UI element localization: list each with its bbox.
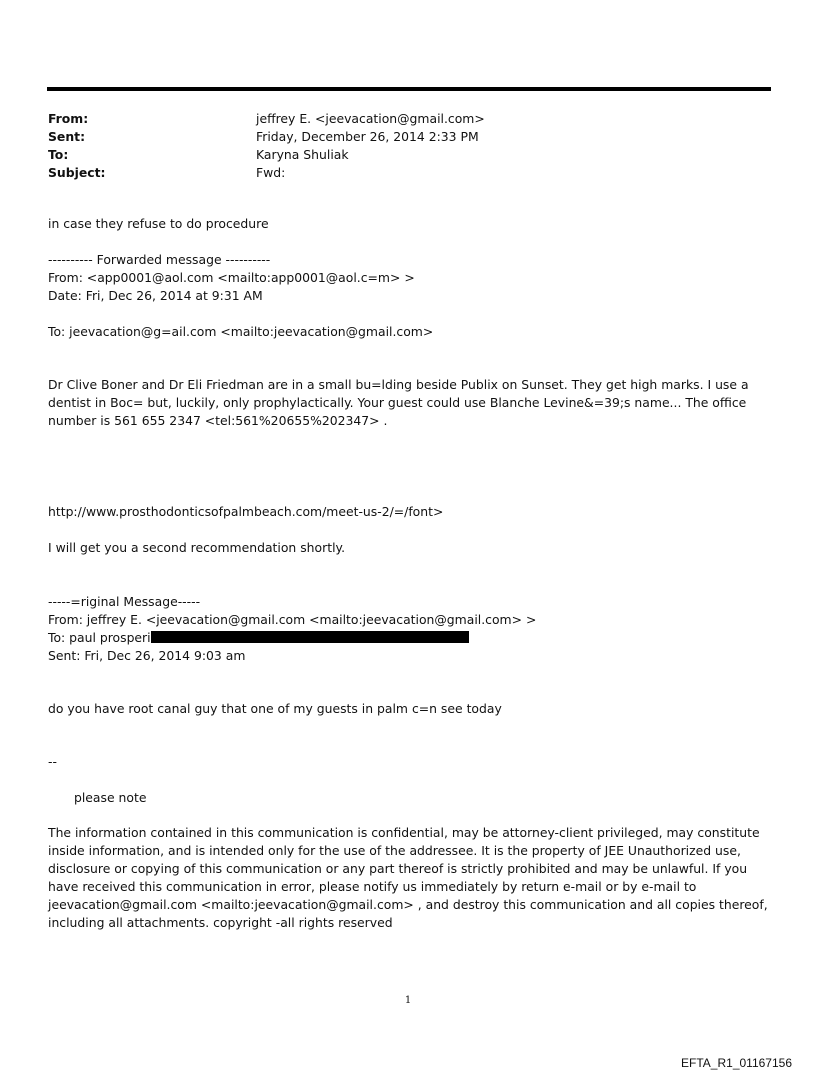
from-value: jeffrey E. <jeevacation@gmail.com> xyxy=(256,111,485,126)
to-label: To: xyxy=(48,147,69,162)
page-number: 1 xyxy=(404,995,412,1006)
bates-number: EFTA_R1_01167156 xyxy=(681,1056,792,1070)
sent-label: Sent: xyxy=(48,129,86,144)
to-value: Karyna Shuliak xyxy=(256,147,349,162)
original-to: To: paul prosperi xyxy=(48,630,151,645)
to-row xyxy=(48,146,748,164)
forwarded-marker: ---------- Forwarded message ---------- xyxy=(48,252,271,267)
header-rule xyxy=(47,87,771,91)
original-to-row xyxy=(48,629,778,647)
sent-value: Friday, December 26, 2014 2:33 PM xyxy=(256,129,479,144)
email-header xyxy=(48,110,748,182)
intro-text: in case they refuse to do procedure xyxy=(48,216,269,231)
original-message-marker: -----=riginal Message----- xyxy=(48,594,201,609)
forwarded-to: To: jeevacation@g=ail.com <mailto:jeevacation@gmail.com> xyxy=(48,324,434,339)
message-paragraph: Dr Clive Boner and Dr Eli Friedman are in a small bu=lding beside Publix on Sunset. They get high marks. I use a dentist in Boc= but, luckily, only prophylactically. Your guest could use Blanche Levine&=39;s name... The office number is 561 655 2347 <tel:561%20655%202347> . xyxy=(48,377,749,428)
forwarded-from: From: <app0001@aol.com <mailto:app0001@aol.c=m> > xyxy=(48,270,415,285)
disclaimer-text: The information contained in this communication is confidential, may be attorney-client privileged, may constitute inside information, and is intended only for the use of the addressee. It is the property of JEE Unauthorized use, disclosure or copying of this communication or any part thereof is strictly prohibited and may be unlawful. If you have received this communication in error, please notify us immediately by return e-mail or by e-mail to jeevacation@gmail.com <mailto:jeevacation@gmail.com> , and destroy this communication and all copies thereof, including all attachments. copyright -all rights reserved xyxy=(48,825,768,930)
from-label: From: xyxy=(48,111,89,126)
url-text: http://www.prosthodonticsofpalmbeach.com/meet-us-2/=/font> xyxy=(48,504,444,519)
signature-dash: -- xyxy=(48,754,57,769)
subject-label: Subject: xyxy=(48,165,106,180)
subject-value: Fwd: xyxy=(256,165,286,180)
please-note: please note xyxy=(74,790,147,805)
original-sent: Sent: Fri, Dec 26, 2014 9:03 am xyxy=(48,648,246,663)
forwarded-date: Date: Fri, Dec 26, 2014 at 9:31 AM xyxy=(48,288,263,303)
question-text: do you have root canal guy that one of my guests in palm c=n see today xyxy=(48,701,502,716)
redaction-block xyxy=(151,631,469,643)
second-recommendation: I will get you a second recommendation shortly. xyxy=(48,540,346,555)
sent-row xyxy=(48,128,748,146)
original-from: From: jeffrey E. <jeevacation@gmail.com <mailto:jeevacation@gmail.com> > xyxy=(48,612,537,627)
from-row xyxy=(48,110,748,128)
subject-row xyxy=(48,164,748,182)
